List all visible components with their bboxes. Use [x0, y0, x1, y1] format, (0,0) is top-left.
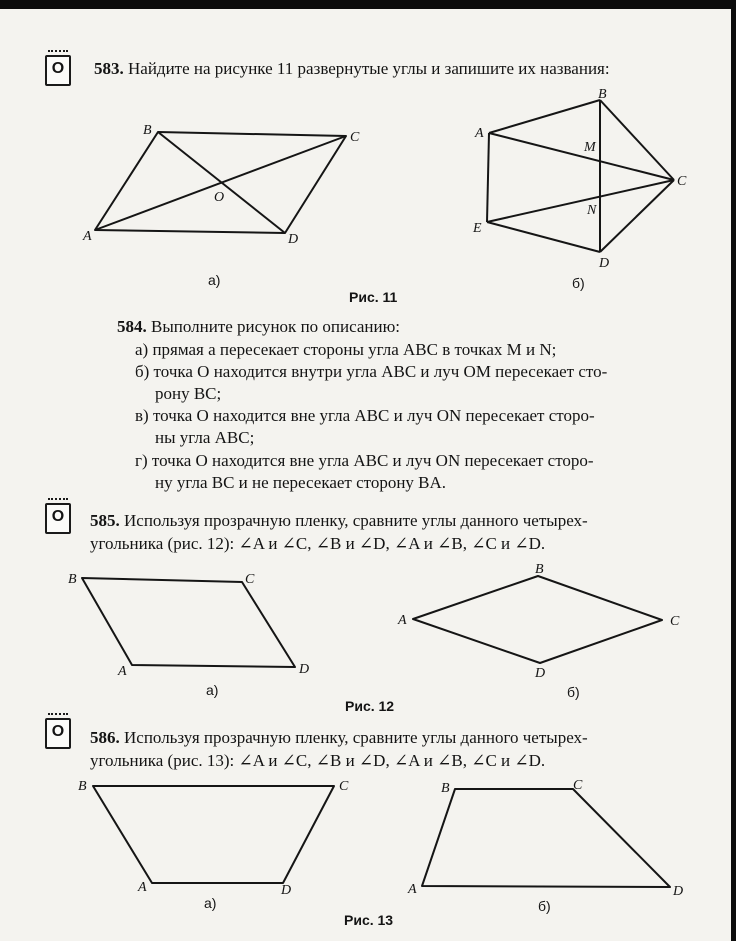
task-584-item: г) точка O находится вне угла ABC и луч ON пересекает сторо-	[135, 451, 594, 470]
fig13a-sublabel: а)	[204, 895, 217, 911]
task-585-line2: угольника (рис. 12): ∠A и ∠C, ∠B и ∠D, ∠A и ∠B, ∠C и ∠D.	[90, 534, 546, 553]
label: B	[68, 572, 77, 587]
label: D	[281, 883, 292, 898]
label: A	[83, 229, 92, 244]
task-586: 586. Используя прозрачную пленку, сравните углы данного четырех-	[90, 728, 588, 747]
fig13-caption: Рис. 13	[344, 912, 394, 928]
label: A	[398, 613, 407, 628]
label: B	[143, 123, 152, 138]
fig12a-labels	[68, 572, 309, 679]
task-584-item: б) точка O находится внутри угла ABC и луч OM пересекает сто-	[135, 362, 608, 381]
fig13b-sublabel: б)	[538, 898, 551, 914]
label: C	[339, 779, 349, 794]
fig12-caption: Рис. 12	[345, 698, 395, 714]
label: M	[584, 140, 596, 155]
notebook-o-icon: O	[45, 55, 71, 86]
label: B	[441, 781, 450, 796]
fig12a-parallelogram	[82, 578, 295, 667]
label: C	[670, 614, 680, 629]
label: D	[673, 884, 684, 899]
fig11a-parallelogram	[95, 132, 346, 233]
task-584: 584. Выполните рисунок по описанию:	[117, 317, 401, 336]
task-584-item: а) прямая a пересекает стороны угла ABC в точках M и N;	[135, 340, 557, 359]
task-586-line2: угольника (рис. 13): ∠A и ∠C, ∠B и ∠D, ∠A и ∠B, ∠C и ∠D.	[90, 751, 546, 770]
label: B	[78, 779, 87, 794]
label: C	[573, 778, 583, 793]
fig11b-sublabel: б)	[572, 275, 585, 291]
notebook-o-icon: O	[45, 718, 71, 749]
task-584-item: ны угла ABC;	[155, 428, 255, 447]
label: D	[535, 666, 546, 681]
fig11-caption: Рис. 11	[349, 289, 398, 305]
label: C	[350, 130, 360, 145]
fig11b-figure	[487, 100, 674, 252]
label: N	[587, 203, 597, 218]
label: C	[677, 174, 687, 189]
fig13b-trapezoid	[422, 789, 670, 887]
label: A	[408, 882, 417, 897]
task-584-item: ну угла BC и не пересекает сторону BA.	[155, 473, 447, 492]
fig13b-labels	[407, 778, 683, 899]
task-585: 585. Используя прозрачную пленку, сравните углы данного четырех-	[90, 511, 588, 530]
fig13a-labels	[78, 779, 349, 898]
label: A	[475, 126, 484, 141]
task-584-item: в) точка O находится вне угла ABC и луч ON пересекает сторо-	[135, 406, 595, 425]
label: B	[598, 87, 607, 102]
notebook-o-icon: O	[45, 503, 71, 534]
fig12b-rhombus	[413, 576, 662, 663]
label: O	[214, 190, 225, 205]
fig11b-labels	[472, 87, 687, 271]
task-583: 583. Найдите на рисунке 11 развернутые углы и запишите их названия:	[94, 59, 610, 78]
label: D	[299, 662, 310, 677]
fig13a-trapezoid	[93, 786, 334, 883]
task-584-item: рону BC;	[155, 384, 222, 403]
label: A	[118, 664, 127, 679]
label: D	[288, 232, 299, 247]
label: E	[473, 221, 482, 236]
label: A	[138, 880, 147, 895]
label: D	[599, 256, 610, 271]
label: C	[245, 572, 255, 587]
fig12a-sublabel: а)	[206, 682, 219, 698]
fig12b-sublabel: б)	[567, 684, 580, 700]
label: B	[535, 562, 544, 577]
fig11a-sublabel: а)	[208, 272, 221, 288]
